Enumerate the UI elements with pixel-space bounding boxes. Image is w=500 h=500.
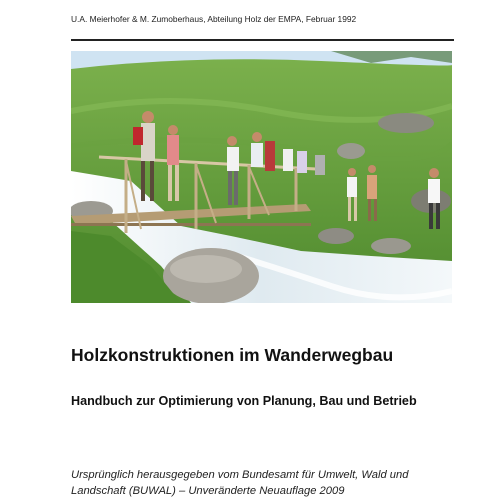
cover-photo bbox=[71, 51, 452, 303]
header-rule bbox=[71, 39, 454, 41]
document-title: Holzkonstruktionen im Wanderwegbau bbox=[71, 345, 394, 365]
publication-note-line-2: Landschaft (BUWAL) – Unveränderte Neuauflage 2009 bbox=[71, 485, 345, 497]
hikers-crossing-bridge-image bbox=[71, 51, 452, 303]
authors-header: U.A. Meierhofer & M. Zumoberhaus, Abteilung Holz der EMPA, Februar 1992 bbox=[71, 14, 357, 24]
document-subtitle: Handbuch zur Optimierung von Planung, Bau und Betrieb bbox=[71, 394, 417, 408]
publication-note-line-1: Ursprünglich herausgegeben vom Bundesamt für Umwelt, Wald und bbox=[71, 469, 409, 481]
publication-note bbox=[71, 467, 408, 499]
